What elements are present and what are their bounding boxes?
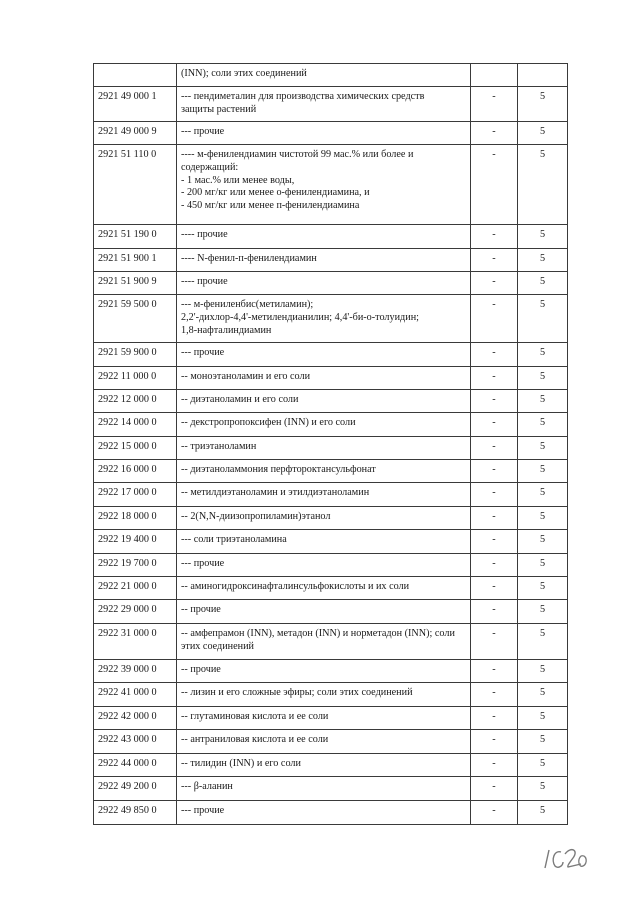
table-row — [94, 64, 568, 87]
description-line: --- м-фениленбис(метиламин); — [181, 299, 314, 310]
description-cell — [177, 507, 471, 530]
description-cell — [177, 122, 471, 145]
tariff-code-cell: 2922 29 000 0 — [94, 600, 177, 624]
table-row — [94, 413, 568, 437]
table-row — [94, 554, 568, 577]
tariff-code-cell: 2922 16 000 0 — [94, 460, 177, 483]
unit-cell: - — [471, 507, 518, 530]
description-line: --- соли триэтаноламина — [181, 534, 287, 546]
unit-cell: - — [471, 86, 518, 122]
description-line: -- 2(N,N-диизопропиламин)этанол — [181, 511, 331, 523]
tariff-code-cell: 2922 12 000 0 — [94, 390, 177, 413]
tariff-code-cell: 2922 49 200 0 — [94, 777, 177, 801]
unit-cell: - — [471, 413, 518, 437]
description-line: -- прочие — [181, 604, 221, 616]
tariff-code-cell — [94, 64, 177, 87]
duty-rate-cell: 5 — [518, 754, 568, 777]
table-row — [94, 777, 568, 801]
table-row — [94, 660, 568, 683]
unit-cell: - — [471, 730, 518, 754]
description-line: --- пендиметалин для производства химических средств — [181, 90, 425, 102]
duty-rate-cell: 5 — [518, 777, 568, 801]
table-row — [94, 295, 568, 343]
description-line: (INN); соли этих соединений — [181, 68, 307, 79]
description-cell — [177, 249, 471, 272]
description-cell — [177, 660, 471, 683]
description-cell — [177, 530, 471, 554]
duty-rate-cell: 5 — [518, 272, 568, 295]
description-cell — [177, 437, 471, 460]
duty-rate-cell: 5 — [518, 343, 568, 367]
description-line: --- прочие — [181, 805, 225, 817]
tariff-code-cell: 2922 19 400 0 — [94, 530, 177, 554]
table-row — [94, 343, 568, 367]
unit-cell: - — [471, 660, 518, 683]
duty-rate-cell: 5 — [518, 413, 568, 437]
unit-cell: - — [471, 390, 518, 413]
tariff-code-cell: 2922 11 000 0 — [94, 367, 177, 390]
description-line: -- глутаминовая кислота и ее соли — [181, 711, 329, 723]
description-cell — [177, 225, 471, 249]
tariff-code-cell: 2921 59 900 0 — [94, 343, 177, 367]
table-row — [94, 483, 568, 507]
duty-rate-cell: 5 — [518, 437, 568, 460]
tariff-code-cell: 2922 18 000 0 — [94, 507, 177, 530]
table-row — [94, 624, 568, 660]
description-line: 1,8-нафталиндиамин — [181, 324, 272, 336]
tariff-code-cell: 2922 43 000 0 — [94, 730, 177, 754]
duty-rate-cell: 5 — [518, 600, 568, 624]
table-row — [94, 145, 568, 225]
table-row — [94, 225, 568, 249]
description-line: -- диэтаноламин и его соли — [181, 394, 299, 406]
table-row — [94, 600, 568, 624]
description-cell — [177, 390, 471, 413]
tariff-code-cell: 2922 14 000 0 — [94, 413, 177, 437]
description-line: ---- прочие — [181, 229, 228, 240]
table-row — [94, 86, 568, 122]
tariff-table — [93, 63, 568, 825]
description-line: - 200 мг/кг или менее о-фенилендиамина, и — [181, 187, 370, 199]
unit-cell: - — [471, 624, 518, 660]
description-cell — [177, 554, 471, 577]
duty-rate-cell: 5 — [518, 225, 568, 249]
description-line: защиты растений — [181, 103, 257, 115]
unit-cell: - — [471, 754, 518, 777]
unit-cell: - — [471, 145, 518, 225]
tariff-code-cell: 2921 59 500 0 — [94, 295, 177, 343]
description-line: - 1 мас.% или менее воды, — [181, 174, 295, 186]
description-cell — [177, 683, 471, 707]
duty-rate-cell: 5 — [518, 730, 568, 754]
table-row — [94, 730, 568, 754]
unit-cell: - — [471, 367, 518, 390]
duty-rate-cell: 5 — [518, 801, 568, 825]
description-line: -- лизин и его сложные эфиры; соли этих соединений — [181, 687, 413, 699]
description-cell — [177, 64, 471, 87]
unit-cell: - — [471, 249, 518, 272]
tariff-code-cell: 2922 31 000 0 — [94, 624, 177, 660]
description-cell — [177, 343, 471, 367]
description-line: -- метилдиэтаноламин и этилдиэтаноламин — [181, 487, 370, 499]
description-cell — [177, 600, 471, 624]
description-line: --- прочие — [181, 347, 225, 359]
duty-rate-cell: 5 — [518, 122, 568, 145]
duty-rate-cell: 5 — [518, 624, 568, 660]
description-cell — [177, 460, 471, 483]
tariff-code-cell: 2921 51 110 0 — [94, 145, 177, 225]
table-row — [94, 249, 568, 272]
description-cell — [177, 730, 471, 754]
description-line: -- триэтаноламин — [181, 441, 257, 453]
unit-cell: - — [471, 483, 518, 507]
tariff-code-cell: 2921 51 900 9 — [94, 272, 177, 295]
description-line: -- декстропропоксифен (INN) и его соли — [181, 417, 356, 429]
description-cell — [177, 624, 471, 660]
description-line: -- антраниловая кислота и ее соли — [181, 734, 329, 746]
duty-rate-cell: 5 — [518, 577, 568, 600]
duty-rate-cell: 5 — [518, 367, 568, 390]
handwritten-page-number — [541, 842, 591, 872]
description-line: -- диэтаноламмония перфтороктансульфонат — [181, 464, 376, 476]
tariff-code-cell: 2921 49 000 9 — [94, 122, 177, 145]
description-line: ---- прочие — [181, 276, 228, 287]
table-row — [94, 507, 568, 530]
description-line: ---- N-фенил-п-фенилендиамин — [181, 253, 317, 264]
unit-cell: - — [471, 122, 518, 145]
duty-rate-cell: 5 — [518, 660, 568, 683]
table-row — [94, 707, 568, 730]
unit-cell: - — [471, 437, 518, 460]
unit-cell: - — [471, 530, 518, 554]
duty-rate-cell: 5 — [518, 86, 568, 122]
tariff-code-cell: 2922 15 000 0 — [94, 437, 177, 460]
table-row — [94, 754, 568, 777]
description-cell — [177, 367, 471, 390]
description-line: - 450 мг/кг или менее п-фенилендиамина — [181, 200, 360, 211]
tariff-code-cell: 2921 49 000 1 — [94, 86, 177, 122]
duty-rate-cell: 5 — [518, 460, 568, 483]
duty-rate-cell: 5 — [518, 249, 568, 272]
description-line: --- прочие — [181, 126, 225, 138]
unit-cell: - — [471, 225, 518, 249]
unit-cell: - — [471, 600, 518, 624]
table-row — [94, 272, 568, 295]
tariff-code-cell: 2922 21 000 0 — [94, 577, 177, 600]
table-row — [94, 437, 568, 460]
duty-rate-cell: 5 — [518, 707, 568, 730]
description-line: -- амфепрамон (INN), метадон (INN) и норметадон (INN); соли — [181, 628, 455, 640]
description-line: 2,2'-дихлор-4,4'-метилендианилин; 4,4'-би-о-толуидин; — [181, 311, 419, 323]
description-cell — [177, 483, 471, 507]
unit-cell: - — [471, 777, 518, 801]
description-cell — [177, 86, 471, 122]
unit-cell: - — [471, 460, 518, 483]
unit-cell — [471, 64, 518, 87]
tariff-code-cell: 2921 51 190 0 — [94, 225, 177, 249]
table-row — [94, 577, 568, 600]
table-row — [94, 390, 568, 413]
description-line: содержащий: — [181, 161, 239, 173]
unit-cell: - — [471, 272, 518, 295]
duty-rate-cell: 5 — [518, 507, 568, 530]
tariff-code-cell: 2922 44 000 0 — [94, 754, 177, 777]
description-cell — [177, 754, 471, 777]
description-cell — [177, 272, 471, 295]
tariff-code-cell: 2921 51 900 1 — [94, 249, 177, 272]
unit-cell: - — [471, 295, 518, 343]
table-row — [94, 122, 568, 145]
duty-rate-cell: 5 — [518, 683, 568, 707]
description-cell — [177, 707, 471, 730]
unit-cell: - — [471, 707, 518, 730]
description-cell — [177, 577, 471, 600]
tariff-code-cell: 2922 49 850 0 — [94, 801, 177, 825]
description-line: -- аминогидроксинафталинсульфокислоты и их соли — [181, 581, 410, 593]
description-line: --- прочие — [181, 558, 225, 570]
unit-cell: - — [471, 577, 518, 600]
unit-cell: - — [471, 683, 518, 707]
description-cell — [177, 413, 471, 437]
table-row — [94, 530, 568, 554]
duty-rate-cell: 5 — [518, 145, 568, 225]
tariff-code-cell: 2922 19 700 0 — [94, 554, 177, 577]
description-cell — [177, 295, 471, 343]
unit-cell: - — [471, 554, 518, 577]
tariff-code-cell: 2922 41 000 0 — [94, 683, 177, 707]
duty-rate-cell: 5 — [518, 390, 568, 413]
duty-rate-cell — [518, 64, 568, 87]
duty-rate-cell: 5 — [518, 530, 568, 554]
table-row — [94, 460, 568, 483]
duty-rate-cell: 5 — [518, 295, 568, 343]
description-line: ---- м-фенилендиамин чистотой 99 мас.% или более и — [181, 149, 414, 160]
description-cell — [177, 777, 471, 801]
unit-cell: - — [471, 343, 518, 367]
tariff-code-cell: 2922 39 000 0 — [94, 660, 177, 683]
tariff-table-body — [94, 64, 568, 825]
unit-cell: - — [471, 801, 518, 825]
duty-rate-cell: 5 — [518, 554, 568, 577]
description-line: -- прочие — [181, 664, 221, 676]
description-line: этих соединений — [181, 641, 255, 652]
description-cell — [177, 801, 471, 825]
table-row — [94, 683, 568, 707]
duty-rate-cell: 5 — [518, 483, 568, 507]
description-line: --- β-аланин — [181, 781, 233, 793]
tariff-code-cell: 2922 17 000 0 — [94, 483, 177, 507]
table-row — [94, 801, 568, 825]
description-cell — [177, 145, 471, 225]
description-line: -- моноэтаноламин и его соли — [181, 371, 311, 383]
table-row — [94, 367, 568, 390]
tariff-code-cell: 2922 42 000 0 — [94, 707, 177, 730]
description-line: -- тилидин (INN) и его соли — [181, 758, 301, 770]
